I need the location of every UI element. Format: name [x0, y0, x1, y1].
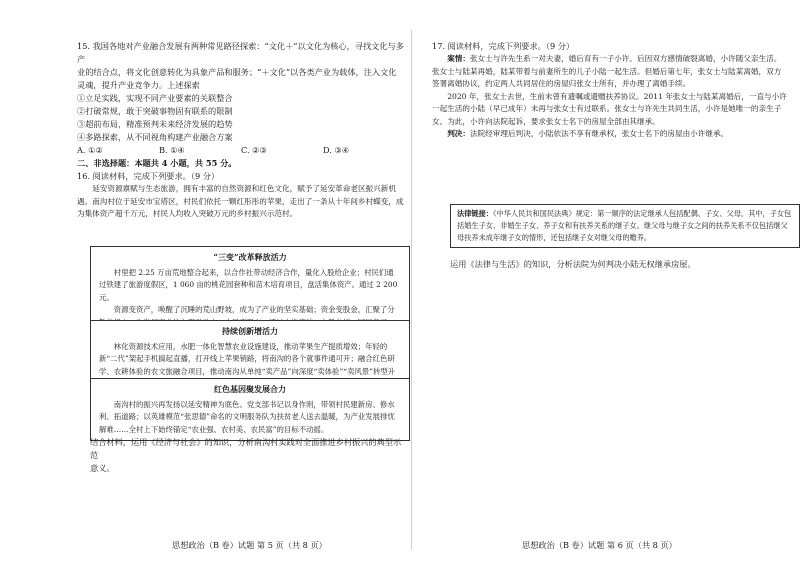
material-box-3	[90, 378, 410, 441]
q15-item-1: ①立足实践，实现不同产业要素的关联整合	[77, 93, 233, 103]
box1-paragraph-1: 村里把 2.25 万亩荒地整合起来，以合作社带动经济合作，量化入股给企业；村民们通过铁建了旅游度假区，1 060 亩的桃花园套种和苗木培育项目，盘活集体资产。通过 2 200 元。	[99, 267, 398, 302]
section-heading: 二、非选择题：本题共 4 小题，共 55 分。	[77, 158, 237, 168]
box3-title: 红色基因聚发展合力	[214, 384, 286, 394]
case-paragraph-1: 张女士与许先生系一对夫妻，婚后育有一子小许。后因双方感情破裂离婚，小许随父亲生活。张女士与陆某再婚，陆某带着与前妻所生的儿子小陆一起生活。但婚后第七年，张女士与陆某离婚，双方签署离婚协议，约定两人共同居住的房屋归张女士所有，并办理了离婚手续。	[432, 54, 782, 88]
box2-title: 持续创新增活力	[222, 326, 278, 336]
verdict-label: 判决：	[447, 129, 470, 138]
q16-intro-3: 蝶变，成为集体资产超千万元，村民人均收入突破万元的乡村振兴示范村。	[77, 196, 404, 218]
q16-stem: 16. 阅读材料，完成下列要求。（9 分）	[77, 171, 220, 181]
box3-paragraph-1: 南沟村的振兴再发扬以延安精神为底色。党支部书记以身作则，带领村民建新房、修水利、拓道路；以英雄模范“张思德”命名的文明服务队为扶贫老人送去温暖，为产业发展排忧解难……全村上下始终锚定“农业强、农村美、农民富”的目标不动摇。	[99, 399, 395, 434]
right-footer: 思想政治（B 卷）试题 第 6 页（共 8 页）	[522, 540, 677, 550]
case-paragraph-2: 2020 年，张女士去世，生前未曾有遗嘱或遗赠扶养协议。2011 年张女士与陆某离婚后，一直与小许一起生活的小陆（早已成年）未再与张女士有过联系。张女士与许先生共同生活，小许是她唯一的亲生子女。为此，小许向法院起诉，要求张女士名下的房屋全部由其继承。	[432, 91, 787, 126]
legal-link-label: 法律链接：	[457, 209, 493, 218]
question-17	[432, 40, 787, 141]
choice-d: D. ③④	[323, 145, 350, 155]
q15-choices	[77, 144, 407, 157]
q17-stem: 17. 阅读材料，完成下列要求。（9 分）	[432, 41, 575, 51]
q15-stem-line3: 灵魂，提升产业竞争力。上述探索	[77, 80, 200, 90]
q15-item-4: ④多路探索，从不同视角构建产业融合方案	[77, 132, 233, 142]
choice-b: B. ①④	[159, 145, 185, 155]
q15-stem-line1: 15. 我国各地对产业融合发展有两种常见路径探索：“文化＋”以文化为核心，寻找文化与多产	[77, 41, 404, 64]
right-page	[412, 0, 800, 579]
legal-link-box	[450, 204, 800, 248]
question-15	[77, 40, 407, 221]
legal-link-text: 《中华人民共和国民法典》规定：第一顺序的法定继承人包括配偶、子女、父母。其中，子女包括婚生子女、非婚生子女、养子女和有扶养关系的继子女。继父母与继子女之间的扶养关系不仅包括继父母扶养未成年继子女的情形，还包括继子女对继父母的赡养。	[457, 209, 792, 242]
q17-case	[432, 53, 787, 91]
q16-task-line2: 意义。	[90, 463, 115, 473]
choice-c: C. ②③	[241, 145, 267, 155]
q15-item-2: ②打破常规，敢于突破事物固有联系的限制	[77, 106, 233, 116]
q15-stem-line2: 业的结合点，将文化创意转化为具象产品和服务；“＋文化”以各类产业为载体，注入文化	[77, 67, 397, 77]
q17-task: 运用《法律与生活》的知识，分析法院为何判决小陆无权继承房屋。	[450, 259, 696, 269]
choice-a: A. ①②	[77, 145, 103, 155]
q16-intro-2: 安革命老区振兴新机遇。南沟村位于延安市宝塔区，村民们依托一颗红彤彤的苹果，走出了一条从十年间乡村	[77, 184, 396, 206]
q17-verdict	[432, 128, 787, 141]
q16-intro	[77, 183, 407, 221]
case-label: 案情：	[447, 54, 470, 63]
box1-title: “三变”改革释放活力	[213, 252, 287, 262]
box1-paragraph-2: 资源变资产，唤醒了沉睡的荒山野坡，成为了产业的坚实基础；资金变股金，汇聚了分	[113, 305, 395, 314]
q15-item-3: ③超前布局，精准预判未来经济发展的趋势	[77, 119, 233, 129]
verdict-text: 法院经审理后判决，小陆依法不享有继承权，张女士名下的房屋由小许继承。	[469, 129, 729, 138]
box2-paragraph-1: 林化资源技术应用，水肥一体化智慧农业设施建设，推动苹果生产提质增效；年轻的新“二代”架起手机搞起直播，打开线上苹果销路，将南沟的各个就事件通可开；融合红色研学、农耕体验的农文旅融合项目，推动南沟从单纯“卖产品”向深度“卖体验”“卖风景”转型升	[99, 341, 396, 376]
q16-task-line1: 结合材料，运用《经济与社会》的知识，分析南沟村实践对全面推进乡村振兴的典型示范	[90, 437, 402, 460]
q16-intro-1: 延安资源禀赋与生态旅游，拥有丰富的自然资源和红色文化，赋予了延	[92, 184, 328, 193]
q16-task	[90, 436, 402, 475]
left-footer: 思想政治（B 卷）试题 第 5 页（共 8 页）	[172, 540, 327, 550]
